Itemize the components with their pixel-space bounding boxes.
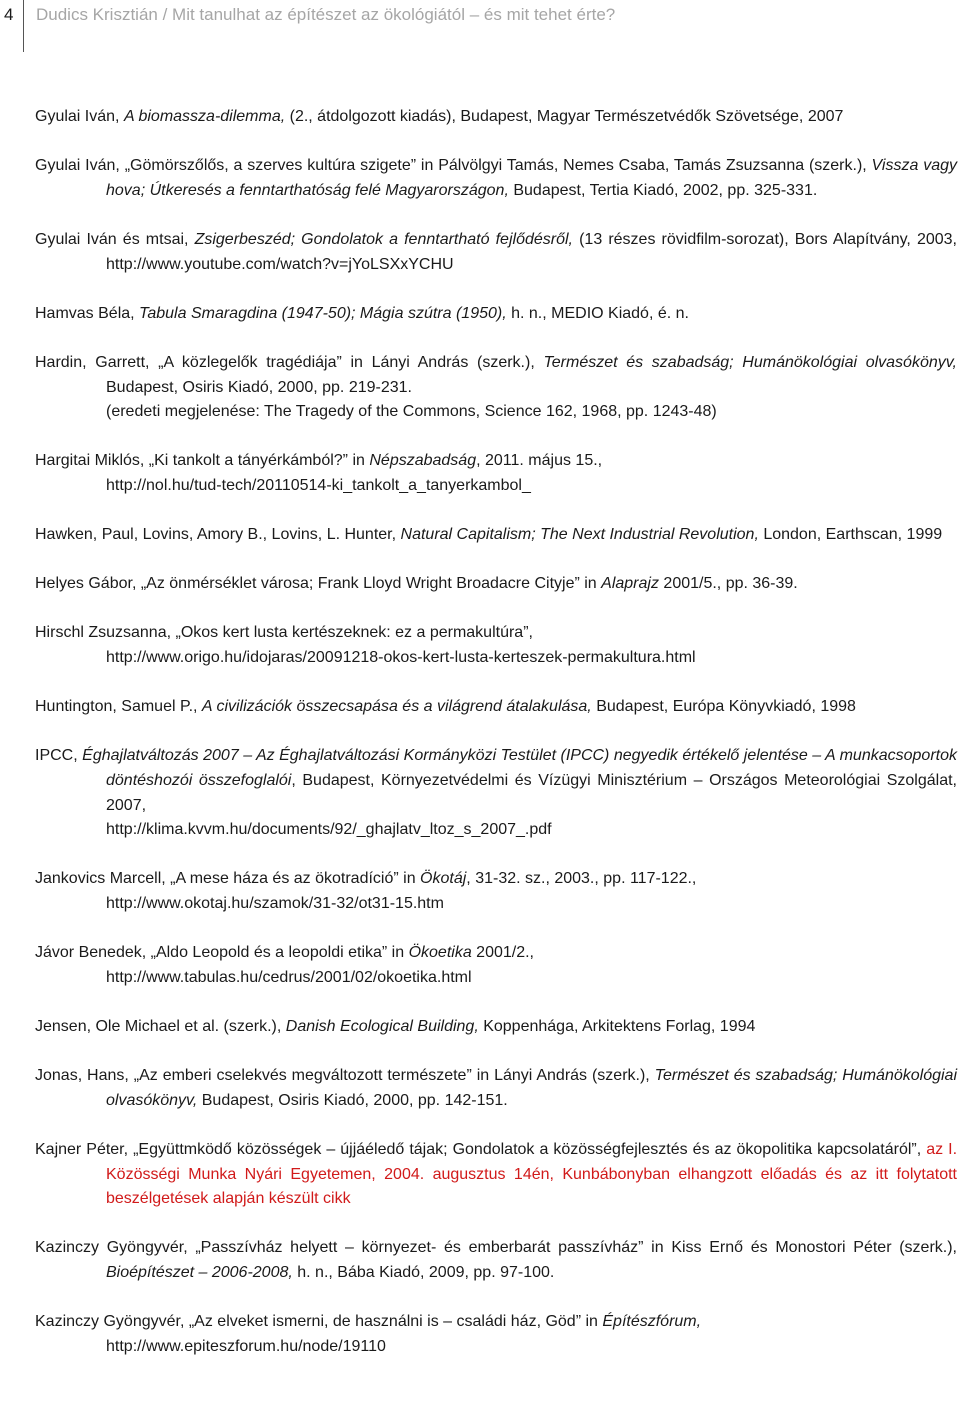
ref-details: , 2011. május 15.,: [476, 452, 603, 470]
reference-entry: [35, 105, 957, 130]
ref-author: Kajner Péter, „Együttmködő közösségek – újjáéledő tájak; Gondolatok a közösségfejlesztés és az ökopolitika kapcsolatáról”,: [35, 1140, 927, 1158]
ref-details: (13 részes rövidfilm-sorozat), Bors Alapítvány, 2003, http://www.youtube.com/watch?v=jYoLSXxYCHU: [106, 230, 957, 273]
reference-entry: [35, 621, 957, 670]
ref-details: Budapest, Tertia Kiadó, 2002, pp. 325-331.: [508, 181, 818, 199]
reference-entry: [35, 523, 957, 548]
reference-entry: [35, 1064, 957, 1113]
ref-details: Budapest, Európa Könyvkiadó, 1998: [591, 698, 856, 716]
ref-title: Ökotáj: [420, 870, 467, 888]
reference-entry: [35, 1138, 957, 1212]
ref-author: Gyulai Iván és mtsai,: [35, 230, 195, 248]
ref-url: http://www.origo.hu/idojaras/20091218-okos-kert-lusta-kerteszek-permakultura.html: [106, 649, 696, 667]
running-title: Dudics Krisztián / Mit tanulhat az építészet az ökológiától – és mit tehet érte?: [36, 5, 616, 24]
ref-details: 2001/2.,: [471, 944, 534, 962]
ref-author: Hargitai Miklós, „Ki tankolt a tányérkámból?” in: [35, 452, 370, 470]
ref-title: Éghajlatváltozás 2007 – Az Éghajlatváltozási Kormányközi Testület (IPCC) negyedik értékelő jelentése – A munkacsoportok döntéshozói összefoglalói: [82, 747, 957, 790]
ref-title: Természet és szabadság; Humánökológiai olvasókönyv,: [106, 1067, 957, 1109]
ref-author: Gyulai Iván, „Gömörszőlős, a szerves kultúra szigete” in Pálvölgyi Tamás, Nemes Csaba, Tamás Zsuzsanna (szerk.),: [35, 157, 872, 175]
ref-author: Hirschl Zsuzsanna, „Okos kert lusta kertészeknek: ez a permakultúra”,: [35, 624, 533, 642]
ref-author: Helyes Gábor, „Az önmérséklet városa; Frank Lloyd Wright Broadacre Cityje” in: [35, 575, 602, 593]
ref-details: h. n., MEDIO Kiadó, é. n.: [506, 304, 689, 322]
reference-entry: [35, 351, 957, 425]
reference-entry: [35, 941, 957, 990]
header-divider: [23, 0, 24, 52]
ref-details: h. n., Bába Kiadó, 2009, pp. 97-100.: [292, 1263, 555, 1281]
ref-author: Hawken, Paul, Lovins, Amory B., Lovins, L. Hunter,: [35, 526, 401, 544]
ref-author: Jonas, Hans, „Az emberi cselekvés megváltozott természete” in Lányi András (szerk.),: [35, 1067, 655, 1085]
ref-details: 2001/5., pp. 36-39.: [658, 575, 798, 593]
reference-entry: [35, 449, 957, 498]
ref-title: Népszabadság: [369, 452, 477, 470]
ref-details: Koppenhága, Arkitektens Forlag, 1994: [478, 1017, 756, 1035]
ref-author: Hardin, Garrett, „A közlegelők tragédiája” in Lányi András (szerk.),: [35, 353, 544, 371]
ref-url: http://www.okotaj.hu/szamok/31-32/ot31-15.htm: [106, 895, 444, 912]
ref-details: Budapest, Osiris Kiadó, 2000, pp. 142-151.: [197, 1091, 508, 1109]
bibliography-list: [35, 105, 957, 1384]
ref-title: Danish Ecological Building,: [285, 1017, 479, 1035]
ref-title: Alaprajz: [601, 575, 659, 593]
ref-author: Kazinczy Gyöngyvér, „Passzívház helyett – környezet- és emberbarát passzívház” in Kiss Ernő és Monostori Péter (szerk.),: [35, 1239, 957, 1257]
ref-details: London, Earthscan, 1999: [758, 526, 943, 544]
ref-url: http://klima.kvvm.hu/documents/92/_ghajlatv_ltoz_s_2007_.pdf: [106, 821, 552, 839]
reference-entry: [35, 228, 957, 277]
ref-title: Természet és szabadság; Humánökológiai olvasókönyv,: [543, 353, 958, 371]
ref-title: A biomassza-dilemma,: [123, 108, 286, 125]
reference-entry: [35, 695, 957, 720]
ref-title: Építészfórum,: [602, 1313, 702, 1331]
reference-entry: [35, 744, 957, 842]
reference-entry: [35, 1236, 957, 1285]
ref-author: Jankovics Marcell, „A mese háza és az ökotradíció” in: [35, 870, 421, 888]
ref-author: Kazinczy Gyöngyvér, „Az elveket ismerni, de használni is – családi ház, Göd” in: [35, 1313, 603, 1331]
ref-title: Tabula Smaragdina (1947-50); Mágia szútra (1950),: [139, 304, 507, 322]
ref-details: Budapest, Osiris Kiadó, 2000, pp. 219-231.: [106, 378, 412, 396]
ref-details: (2., átdolgozott kiadás), Budapest, Magyar Természetvédők Szövetsége, 2007: [285, 108, 844, 125]
reference-entry: [35, 867, 957, 916]
ref-author: Jensen, Ole Michael et al. (szerk.),: [35, 1017, 286, 1035]
ref-title: Zsigerbeszéd; Gondolatok a fenntartható fejlődésről,: [194, 230, 573, 248]
ref-title: A civilizációk összecsapása és a világrend átalakulása,: [201, 698, 592, 716]
ref-url: http://www.epiteszforum.hu/node/19110: [106, 1337, 386, 1355]
reference-entry: [35, 154, 957, 203]
ref-title: Bioépítészet – 2006-2008,: [106, 1263, 293, 1281]
ref-url: http://www.tabulas.hu/cedrus/2001/02/okoetika.html: [106, 968, 472, 986]
ref-note: (eredeti megjelenése: The Tragedy of the Commons, Science 162, 1968, pp. 1243-48): [106, 403, 717, 421]
ref-author: Gyulai Iván,: [35, 108, 124, 125]
page-number: 4: [4, 5, 14, 24]
reference-entry: [35, 572, 957, 597]
reference-entry: [35, 1310, 957, 1359]
ref-title: Ökoetika: [408, 944, 472, 962]
ref-title: Natural Capitalism; The Next Industrial Revolution,: [400, 526, 759, 544]
reference-entry: [35, 1015, 957, 1040]
reference-entry: [35, 302, 957, 327]
ref-author: IPCC,: [35, 747, 83, 765]
ref-author: Huntington, Samuel P.,: [35, 698, 202, 716]
ref-details: , 31-32. sz., 2003., pp. 117-122.,: [466, 870, 697, 888]
page-header: [0, 0, 960, 52]
ref-details: , Budapest, Környezetvédelmi és Vízügyi Minisztérium – Országos Meteorológiai Szolgálat, 2007,: [106, 772, 957, 814]
ref-title: Vissza vagy hova; Útkeresés a fenntarthatóság felé Magyarországon,: [106, 157, 958, 199]
ref-url: http://nol.hu/tud-tech/20110514-ki_tankolt_a_tanyerkambol_: [106, 476, 531, 494]
ref-author: Hamvas Béla,: [35, 304, 140, 322]
ref-highlighted-note: az I. Közösségi Munka Nyári Egyetemen, 2004. augusztus 14én, Kunbábonyban elhangzott előadás és az itt folytatott beszélgetések alapján készült cikk: [106, 1140, 958, 1208]
ref-author: Jávor Benedek, „Aldo Leopold és a leopoldi etika” in: [35, 944, 409, 962]
